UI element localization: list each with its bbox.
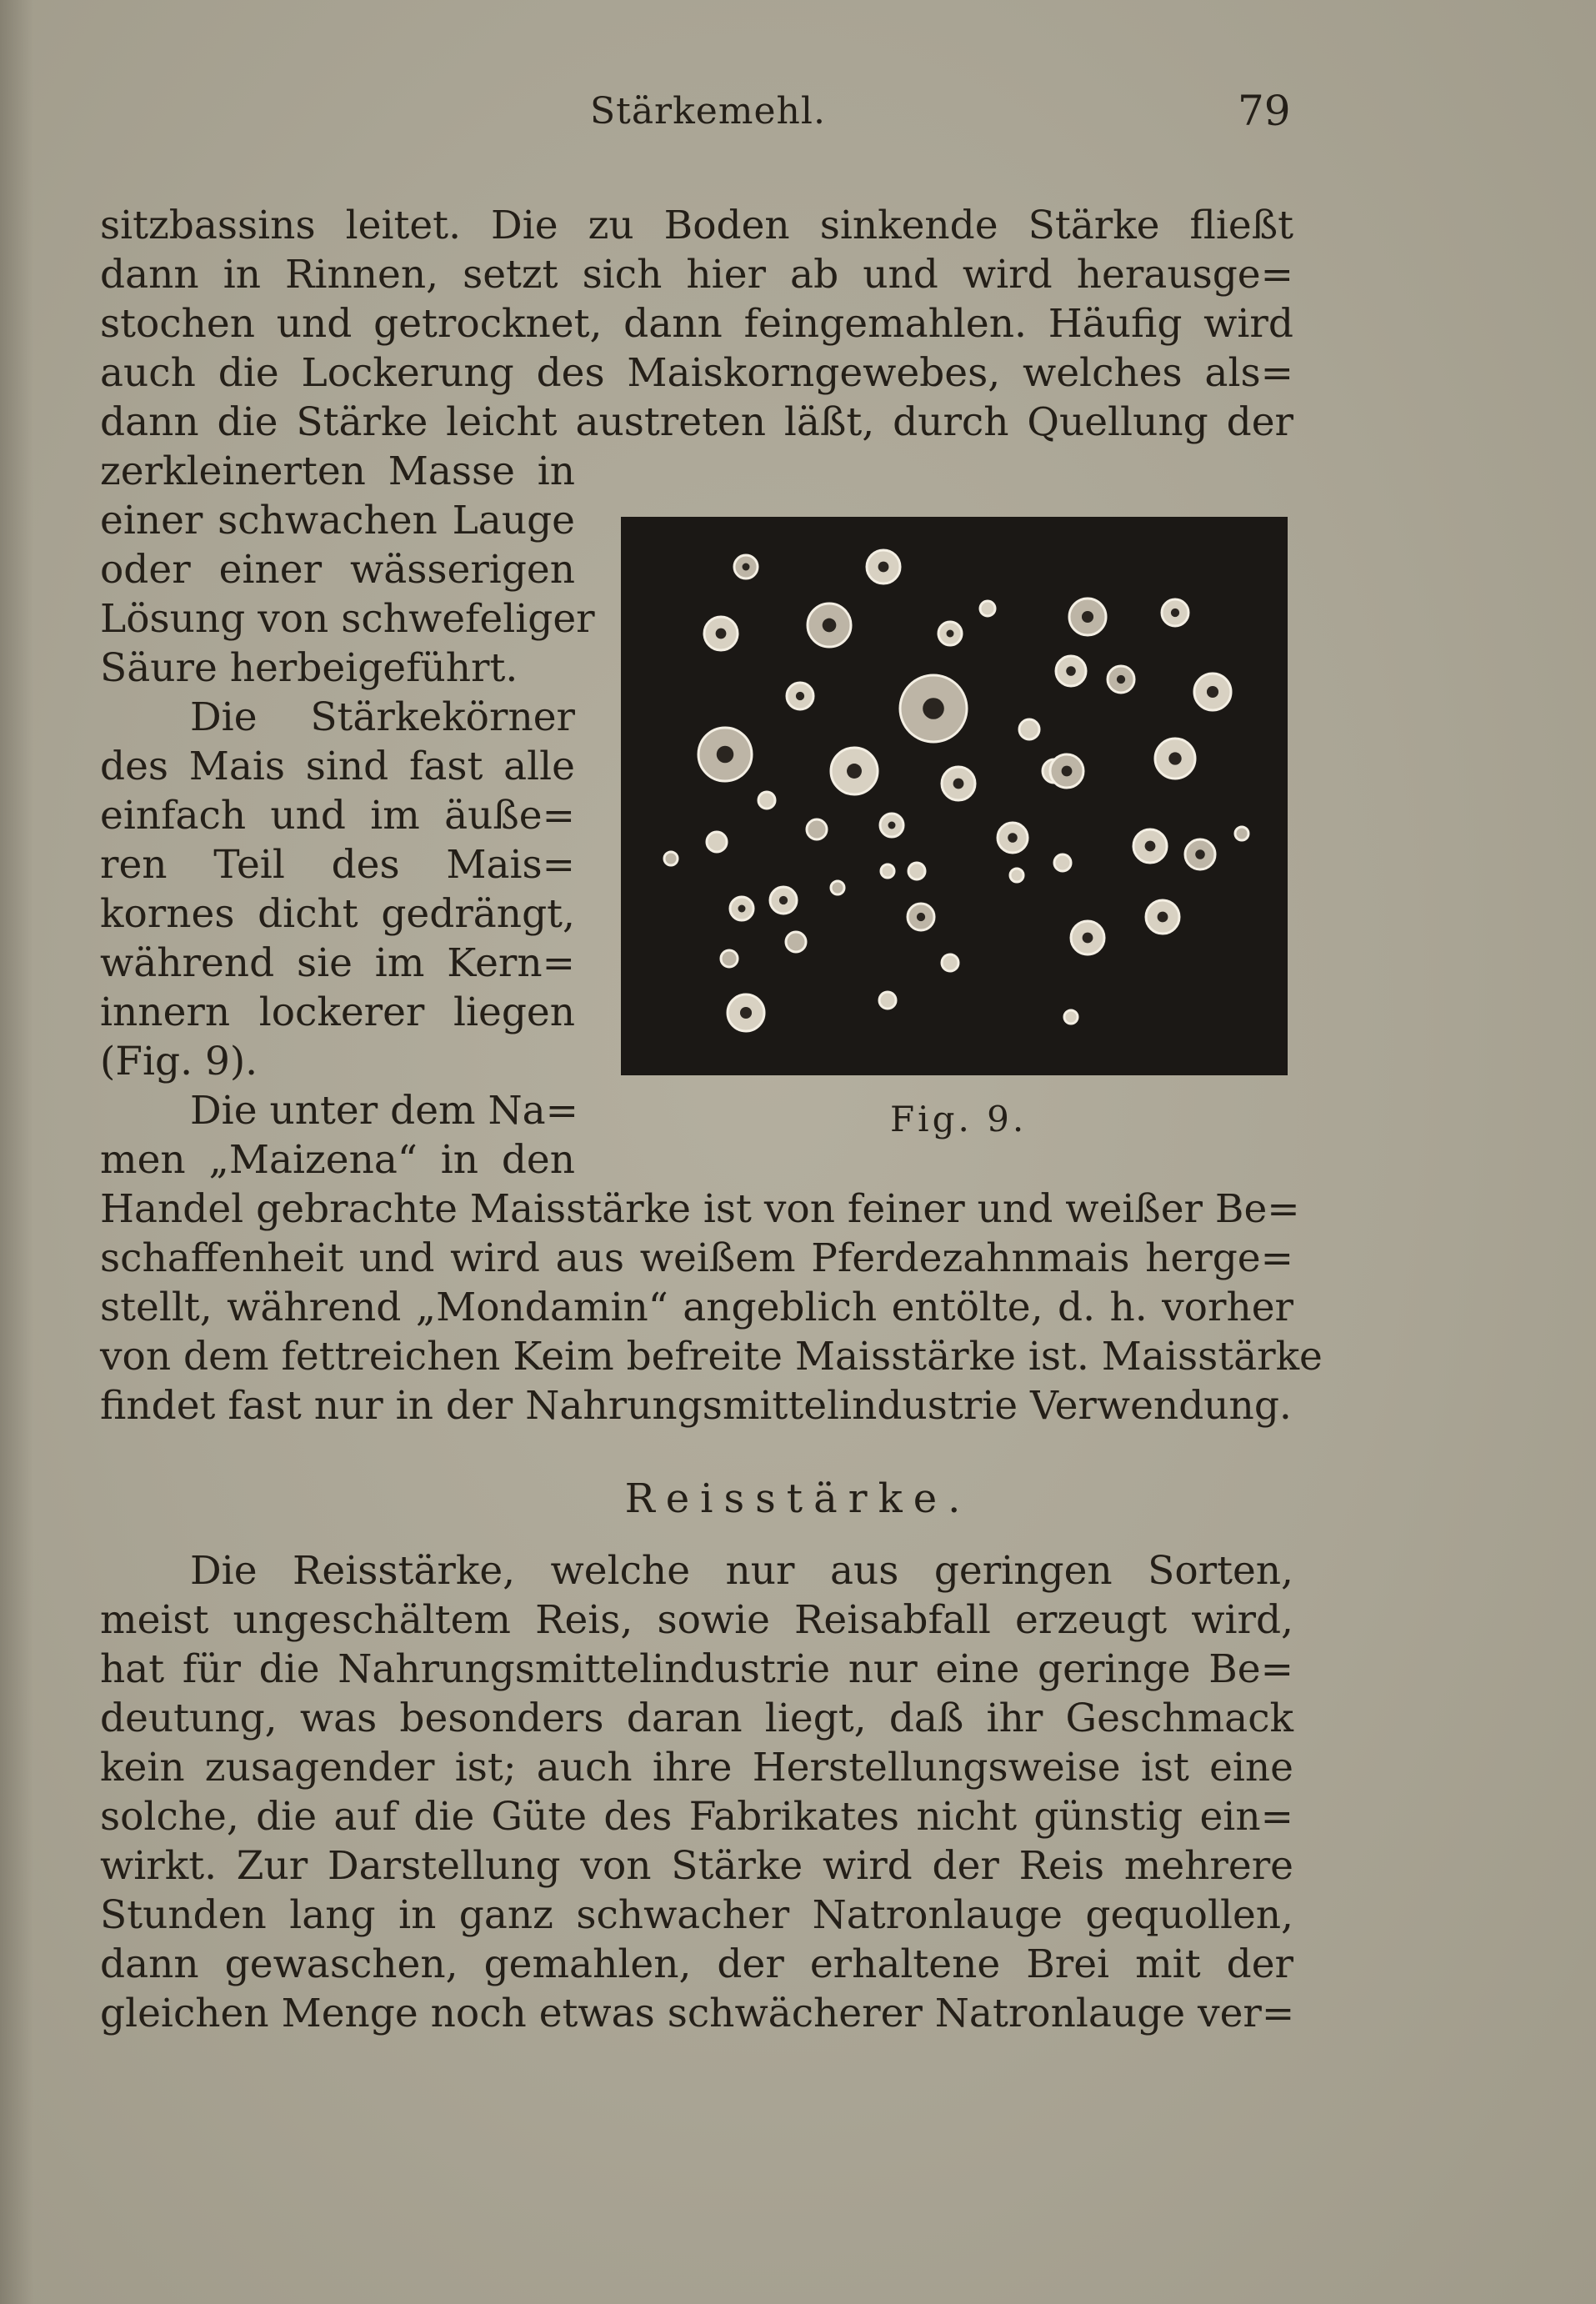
wrap-line: innern lockerer liegen	[100, 989, 575, 1035]
paragraph-line: dann die Stärke leicht austreten läßt, durch Quellung der	[100, 399, 1293, 445]
wrap-line: men „Maizena“ in den	[100, 1137, 575, 1183]
granule-hilum	[1008, 833, 1018, 843]
section-line: meist ungeschältem Reis, sowie Reisabfall erzeugt wird,	[100, 1597, 1293, 1643]
starch-granule	[758, 792, 775, 809]
starch-granule	[908, 863, 925, 879]
granule-hilum	[878, 562, 889, 573]
section-line: kein zusagender ist; auch ihre Herstellungsweise ist eine	[100, 1745, 1293, 1791]
granule-hilum	[823, 619, 837, 633]
granule-hilum	[1066, 666, 1076, 676]
starch-granule	[1235, 827, 1248, 840]
wrap-line: des Mais sind fast alle	[100, 744, 575, 789]
starch-granule	[831, 881, 844, 894]
starch-granule	[1019, 719, 1039, 739]
starch-granule	[881, 864, 894, 878]
granule-hilum	[743, 563, 750, 571]
section-line: hat für die Nahrungsmittelindustrie nur eine geringe Be=	[100, 1646, 1293, 1692]
wrap-line: einfach und im äuße=	[100, 793, 575, 839]
granule-hilum	[847, 764, 862, 779]
paragraph-line: dann in Rinnen, setzt sich hier ab und wird herausge=	[100, 252, 1293, 298]
granule-hilum	[888, 822, 896, 829]
wrap-line: Lösung von schwefeliger	[100, 596, 595, 642]
wrap-line: während sie im Kern=	[100, 940, 575, 986]
granule-hilum	[740, 1007, 752, 1019]
wrap-line: oder einer wässerigen	[100, 547, 575, 593]
paragraph-line: stellt, während „Mondamin“ angeblich entölte, d. h. vorher	[100, 1285, 1293, 1330]
page-number: 79	[1238, 87, 1291, 135]
granule-hilum	[947, 630, 954, 638]
granule-hilum	[1171, 609, 1179, 617]
section-line: deutung, was besonders daran liegt, daß ihr Geschmack	[100, 1695, 1293, 1741]
starch-granule	[942, 954, 958, 971]
granule-hilum	[1207, 686, 1218, 698]
wrap-line: Die Stärkekörner	[190, 694, 575, 740]
granule-hilum	[1083, 933, 1093, 944]
starch-granule	[980, 601, 995, 616]
starch-granule	[1010, 869, 1023, 882]
section-line: wirkt. Zur Darstellung von Stärke wird der Reis mehrere	[100, 1843, 1293, 1889]
section-line: gleichen Menge noch etwas schwächerer Natronlauge ver=	[100, 1991, 1295, 2036]
wrap-line: einer schwachen Lauge	[100, 498, 575, 543]
starch-granule	[807, 819, 827, 839]
granule-hilum	[1145, 841, 1156, 852]
granule-hilum	[1062, 766, 1073, 777]
granule-hilum	[1158, 912, 1168, 923]
granule-hilum	[923, 698, 944, 719]
section-line: solche, die auf die Güte des Fabrikates nicht günstig ein=	[100, 1794, 1293, 1840]
starch-granule	[1054, 854, 1071, 871]
figure-caption: Fig. 9.	[890, 1099, 1028, 1139]
running-header-title: Stärkemehl.	[590, 90, 826, 133]
wrap-line: zerkleinerten Masse in	[100, 448, 575, 494]
granule-hilum	[796, 692, 804, 700]
granule-hilum	[1168, 752, 1181, 764]
starch-granule	[707, 832, 727, 852]
granule-hilum	[1117, 675, 1125, 684]
page-spine-shadow	[0, 0, 33, 2304]
paragraph-line: findet fast nur in der Nahrungsmittelindustrie Verwendung.	[100, 1383, 1292, 1429]
wrap-line: Die unter dem Na=	[190, 1088, 579, 1134]
granule-hilum	[717, 746, 733, 763]
granule-hilum	[1195, 849, 1205, 859]
granule-hilum	[716, 629, 727, 639]
paragraph-line: von dem fettreichen Keim befreite Maisstärke ist. Maisstärke	[100, 1334, 1323, 1380]
paragraph-line: auch die Lockerung des Maiskorngewebes, welches als=	[100, 350, 1293, 396]
paragraph-line: stochen und getrocknet, dann feingemahlen. Häufig wird	[100, 301, 1293, 347]
paragraph-line: sitzbassins leitet. Die zu Boden sinkende Stärke fließt	[100, 203, 1293, 248]
starch-granule	[664, 852, 678, 865]
starch-granule	[786, 932, 806, 952]
paragraph-line: Handel gebrachte Maisstärke ist von feiner und weißer Be=	[100, 1186, 1300, 1232]
starch-granules-micrograph-icon	[621, 517, 1288, 1075]
granule-hilum	[779, 896, 788, 904]
wrap-line: kornes dicht gedrängt,	[100, 891, 575, 937]
wrap-line: ren Teil des Mais=	[100, 842, 575, 888]
starch-granule	[1064, 1010, 1078, 1024]
starch-granule	[879, 992, 896, 1009]
section-line: Stunden lang in ganz schwacher Natronlauge gequollen,	[100, 1892, 1293, 1938]
paragraph-line: schaffenheit und wird aus weißem Pferdezahnmais herge=	[100, 1235, 1293, 1281]
granule-hilum	[917, 913, 925, 921]
figure-starch-micrograph	[621, 517, 1288, 1075]
granule-hilum	[953, 779, 964, 789]
wrap-line: Säure herbeigeführt.	[100, 645, 518, 691]
granule-hilum	[738, 905, 746, 913]
wrap-line: (Fig. 9).	[100, 1039, 258, 1084]
granule-hilum	[1082, 611, 1093, 623]
section-line: dann gewaschen, gemahlen, der erhaltene Brei mit der	[100, 1941, 1293, 1987]
starch-granule	[721, 950, 738, 967]
section-heading: Reisstärke.	[624, 1475, 972, 1522]
section-line: Die Reisstärke, welche nur aus geringen Sorten,	[190, 1548, 1293, 1594]
